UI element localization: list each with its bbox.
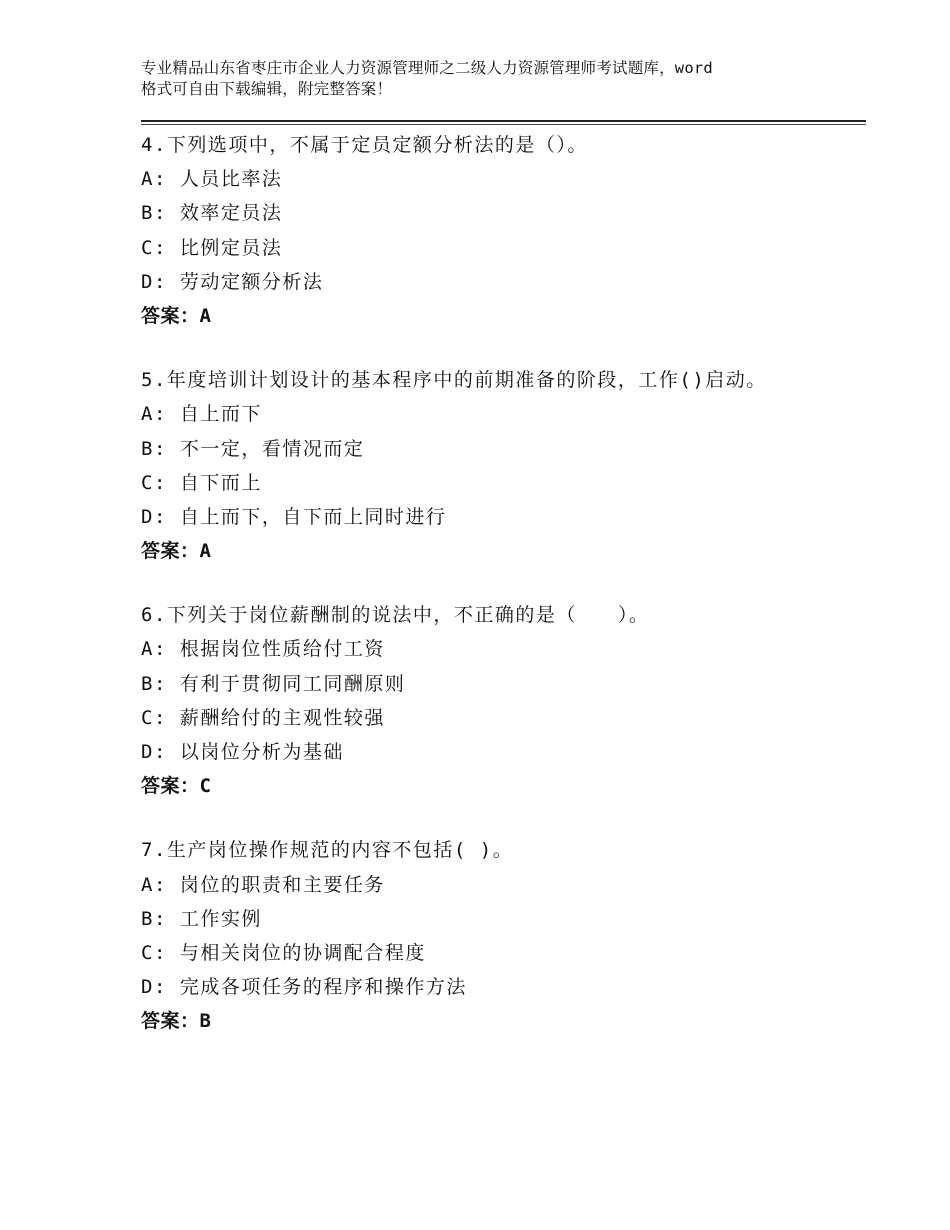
answer-value: C <box>199 775 212 798</box>
answer-label: 答案： <box>141 304 200 327</box>
option-d: D: 劳动定额分析法 <box>141 270 324 293</box>
question-list <box>141 128 866 1069</box>
answer-value: A <box>199 304 212 327</box>
option-b: B: 有利于贯彻同工同酬原则 <box>141 672 406 695</box>
option-a: A: 人员比率法 <box>141 168 283 191</box>
document-header <box>141 58 841 100</box>
answer-line <box>141 769 866 803</box>
option-d: D: 完成各项任务的程序和操作方法 <box>141 976 467 999</box>
answer-line <box>141 1004 866 1038</box>
answer-label: 答案： <box>141 540 200 563</box>
header-title-line-1: 专业精品山东省枣庄市企业人力资源管理师之二级人力资源管理师考试题库，word <box>141 59 713 77</box>
answer-value: A <box>199 540 212 563</box>
header-title-line-2: 格式可自由下载编辑，附完整答案！ <box>141 80 393 98</box>
answer-label: 答案： <box>141 1010 200 1033</box>
option-b: B: 工作实例 <box>141 907 262 930</box>
question-stem: 4.下列选项中，不属于定员定额分析法的是（）。 <box>141 134 588 156</box>
option-d: D: 自上而下，自下而上同时进行 <box>141 505 447 528</box>
option-c: C: 薪酬给付的主观性较强 <box>141 706 385 729</box>
answer-value: B <box>199 1010 212 1033</box>
option-c: C: 自下而上 <box>141 471 262 494</box>
answer-label: 答案： <box>141 775 200 798</box>
question-stem: 5.年度培训计划设计的基本程序中的前期准备的阶段，工作()启动。 <box>141 369 767 392</box>
option-d: D: 以岗位分析为基础 <box>141 741 344 763</box>
header-divider-thick <box>141 120 866 122</box>
option-a: A: 自上而下 <box>141 403 262 426</box>
answer-line <box>141 534 866 568</box>
question-5 <box>141 363 866 568</box>
question-7 <box>141 833 866 1038</box>
question-4 <box>141 128 866 333</box>
header-divider-thin <box>141 124 866 125</box>
option-b: B: 效率定员法 <box>141 202 283 225</box>
question-stem: 7.生产岗位操作规范的内容不包括( )。 <box>141 839 514 862</box>
option-a: A: 根据岗位性质给付工资 <box>141 638 385 661</box>
option-c: C: 比例定员法 <box>141 236 283 259</box>
question-stem: 6.下列关于岗位薪酬制的说法中，不正确的是（ ）。 <box>141 604 650 627</box>
answer-line <box>141 299 866 333</box>
option-c: C: 与相关岗位的协调配合程度 <box>141 941 426 964</box>
question-6 <box>141 598 866 803</box>
option-b: B: 不一定，看情况而定 <box>141 437 365 460</box>
option-a: A: 岗位的职责和主要任务 <box>141 873 385 896</box>
